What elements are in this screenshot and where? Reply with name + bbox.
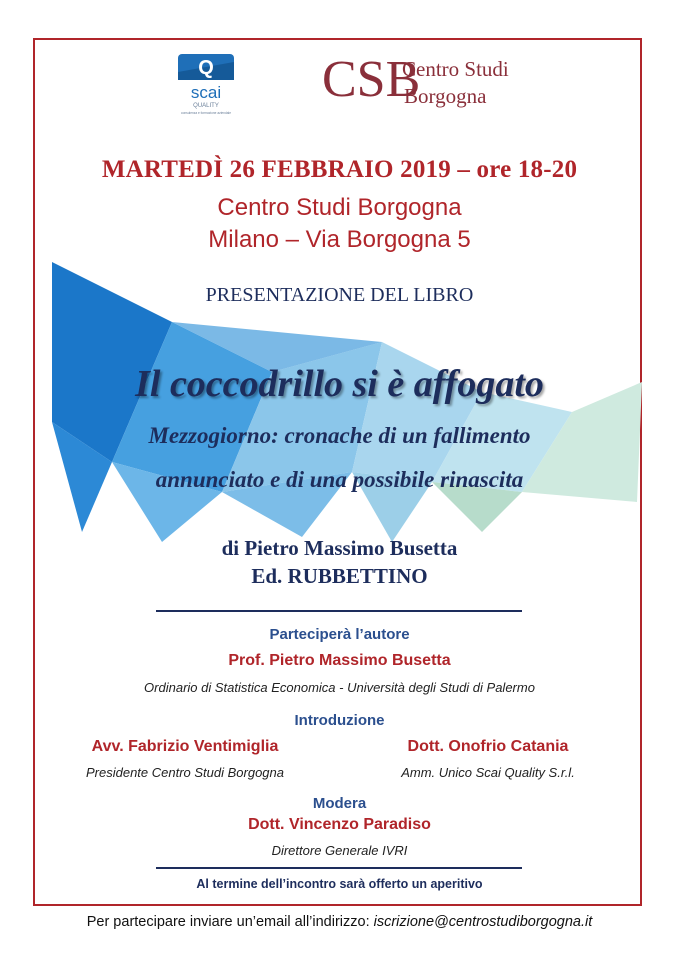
csb-monogram: CSB [322,51,421,108]
presentation-heading: PRESENTAZIONE DEL LIBRO [205,284,474,306]
scai-quality-logo [172,52,242,116]
scai-wordmark: scai [190,83,222,102]
intro-label: Introduzione [294,712,385,729]
book-subtitle-line1: Mezzogiorno: cronache di un fallimento [148,423,531,448]
book-author: di Pietro Massimo Busetta [221,536,458,560]
author-name: Prof. Pietro Massimo Busetta [228,652,451,669]
moderator-role: Direttore Generale IVRI [271,843,408,858]
intro-right-name: Dott. Onofrio Catania [407,738,569,755]
scai-tagline: consulenza e formazione aziendale [181,111,231,115]
moderator-name: Dott. Vincenzo Paradiso [248,816,431,833]
centro-studi-borgogna-logo [322,50,532,118]
csb-line1: Centro Studi [402,57,509,81]
footer-line [0,914,679,930]
footer-email-link[interactable]: iscrizione@centrostudiborgogna.it [373,914,593,930]
intro-left-role: Presidente Centro Studi Borgogna [85,765,284,780]
book-title: Il coccodrillo si è affogato [135,363,544,405]
intro-right-role: Amm. Unico Scai Quality S.r.l. [401,765,575,780]
event-address: Milano – Via Borgogna 5 [208,226,471,253]
event-date: MARTEDÌ 26 FEBBRAIO 2019 – ore 18-20 [101,156,578,183]
scai-letter: Q [198,57,214,79]
csb-line2: Borgogna [404,84,487,108]
footer-text: Per partecipare inviare un’email all’indirizzo: [86,914,374,930]
closing-note: Al termine dell’incontro sarà offerto un aperitivo [196,877,483,891]
intro-left-name: Avv. Fabrizio Ventimiglia [91,738,279,755]
author-role: Ordinario di Statistica Economica - Università degli Studi di Palermo [144,680,535,695]
divider-top [156,610,522,612]
event-venue: Centro Studi Borgogna [217,194,462,221]
moderator-label: Modera [312,795,367,812]
book-publisher: Ed. RUBBETTINO [251,564,428,588]
scai-sub: QUALITY [193,103,219,109]
divider-bottom [156,867,522,869]
author-label: Parteciperà l’autore [269,626,410,643]
book-subtitle-line2: annunciato e di una possibile rinascita [155,467,524,492]
